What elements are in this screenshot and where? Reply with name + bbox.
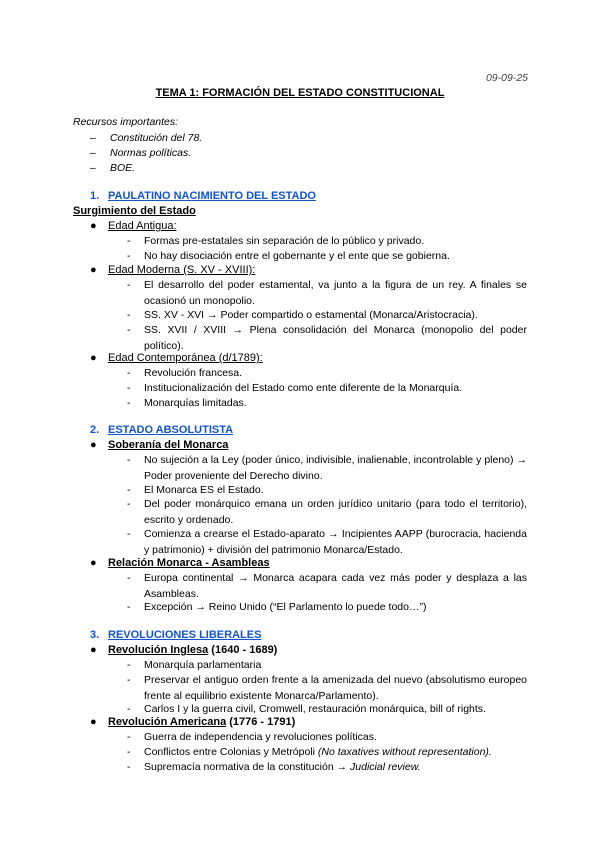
list-item: - Guerra de independencia y revoluciones políticas. (127, 731, 377, 743)
section-3-heading: 3. REVOLUCIONES LIBERALES (90, 629, 262, 641)
list-item: - Monarquía parlamentaria (127, 659, 262, 671)
bullet-edad-contemporanea: ● Edad Contemporánea (d/1789): (90, 352, 263, 364)
section-1-title: PAULATINO NACIMIENTO DEL ESTADO (108, 190, 316, 202)
list-item: - Revolución francesa. (127, 367, 243, 379)
list-item: - Europa continental → Monarca acapara cada vez más poder y desplaza a las Asambleas. (127, 572, 527, 600)
list-item: - Preservar el antiguo orden frente a la amenizada del nuevo (absolutismo europeo frente al equilibrio existente Monarca/Parlamento). (127, 674, 527, 702)
list-item: - Institucionalización del Estado como ente diferente de la Monarquía. (127, 382, 463, 394)
bullet-soberania: ● Soberanía del Monarca (90, 439, 229, 451)
bullet-revolucion-americana: ● Revolución Americana (1776 - 1791) (90, 716, 296, 728)
bullet-icon: ● (90, 352, 97, 364)
resource-item: – Normas políticas. (90, 146, 202, 161)
bullet-relacion: ● Relación Monarca - Asambleas (90, 557, 270, 569)
list-item: - SS. XVII / XVIII → Plena consolidación del Monarca (monopolio del poder político). (127, 324, 527, 352)
list-item: - No sujeción a la Ley (poder único, indivisible, inalienable, incontrolable y pleno) → Poder proveniente del Derecho divino. (127, 454, 527, 482)
section-2-title: ESTADO ABSOLUTISTA (108, 424, 234, 436)
document-title: TEMA 1: FORMACIÓN DEL ESTADO CONSTITUCIONAL (155, 87, 445, 99)
section-3-title: REVOLUCIONES LIBERALES (108, 629, 262, 641)
resource-item: – BOE. (90, 161, 202, 176)
list-item: - Monarquías limitadas. (127, 397, 247, 409)
section-2-heading: 2. ESTADO ABSOLUTISTA (90, 424, 234, 436)
bullet-icon: ● (90, 644, 97, 656)
bullet-edad-moderna: ● Edad Moderna (S. XV - XVIII): (90, 264, 256, 276)
list-item: - Excepción → Reino Unido (“El Parlamento lo puede todo…”) (127, 601, 427, 613)
list-item: - Comienza a crearse el Estado-aparato → Incipientes AAPP (burocracia, hacienda y patrimonio) + división del patrimonio Monarca/Estado. (127, 528, 527, 556)
list-item: - Del poder monárquico emana un orden jurídico unitario (para todo el territorio), escrito y ordenado. (127, 498, 527, 526)
section-1-heading: 1. PAULATINO NACIMIENTO DEL ESTADO (90, 190, 316, 202)
list-item: - No hay disociación entre el gobernante y el ente que se gobierna. (127, 250, 450, 262)
list-item: - Formas pre-estatales sin separación de lo público y privado. (127, 235, 425, 247)
resource-item: – Constitución del 78. (90, 131, 202, 146)
list-item: - Conflictos entre Colonias y Metrópoli (No taxatives without representation). (127, 746, 492, 758)
section-1-subheading: Surgimiento del Estado (73, 205, 196, 217)
bullet-icon: ● (90, 439, 97, 451)
bullet-edad-antigua: ● Edad Antigua: (90, 220, 177, 232)
bullet-icon: ● (90, 220, 97, 232)
bullet-icon: ● (90, 264, 97, 276)
resources-list (90, 131, 202, 176)
list-item: - El Monarca ES el Estado. (127, 484, 264, 496)
list-item: - Carlos I y la guerra civil, Cromwell, restauración monárquica, bill of rights. (127, 703, 486, 715)
resources-heading: Recursos importantes: (73, 116, 179, 128)
list-item: - SS. XV - XVI → Poder compartido o estamental (Monarca/Aristocracia). (127, 309, 478, 321)
bullet-icon: ● (90, 716, 97, 728)
bullet-icon: ● (90, 557, 97, 569)
document-date: 09-09-25 (485, 72, 528, 84)
list-item: - El desarrollo del poder estamental, va junto a la figura de un rey. A finales se ocasionó un monopolio. (127, 279, 527, 307)
list-item: - Supremacía normativa de la constitución → Judicial review. (127, 761, 421, 773)
bullet-revolucion-inglesa: ● Revolución Inglesa (1640 - 1689) (90, 644, 278, 656)
